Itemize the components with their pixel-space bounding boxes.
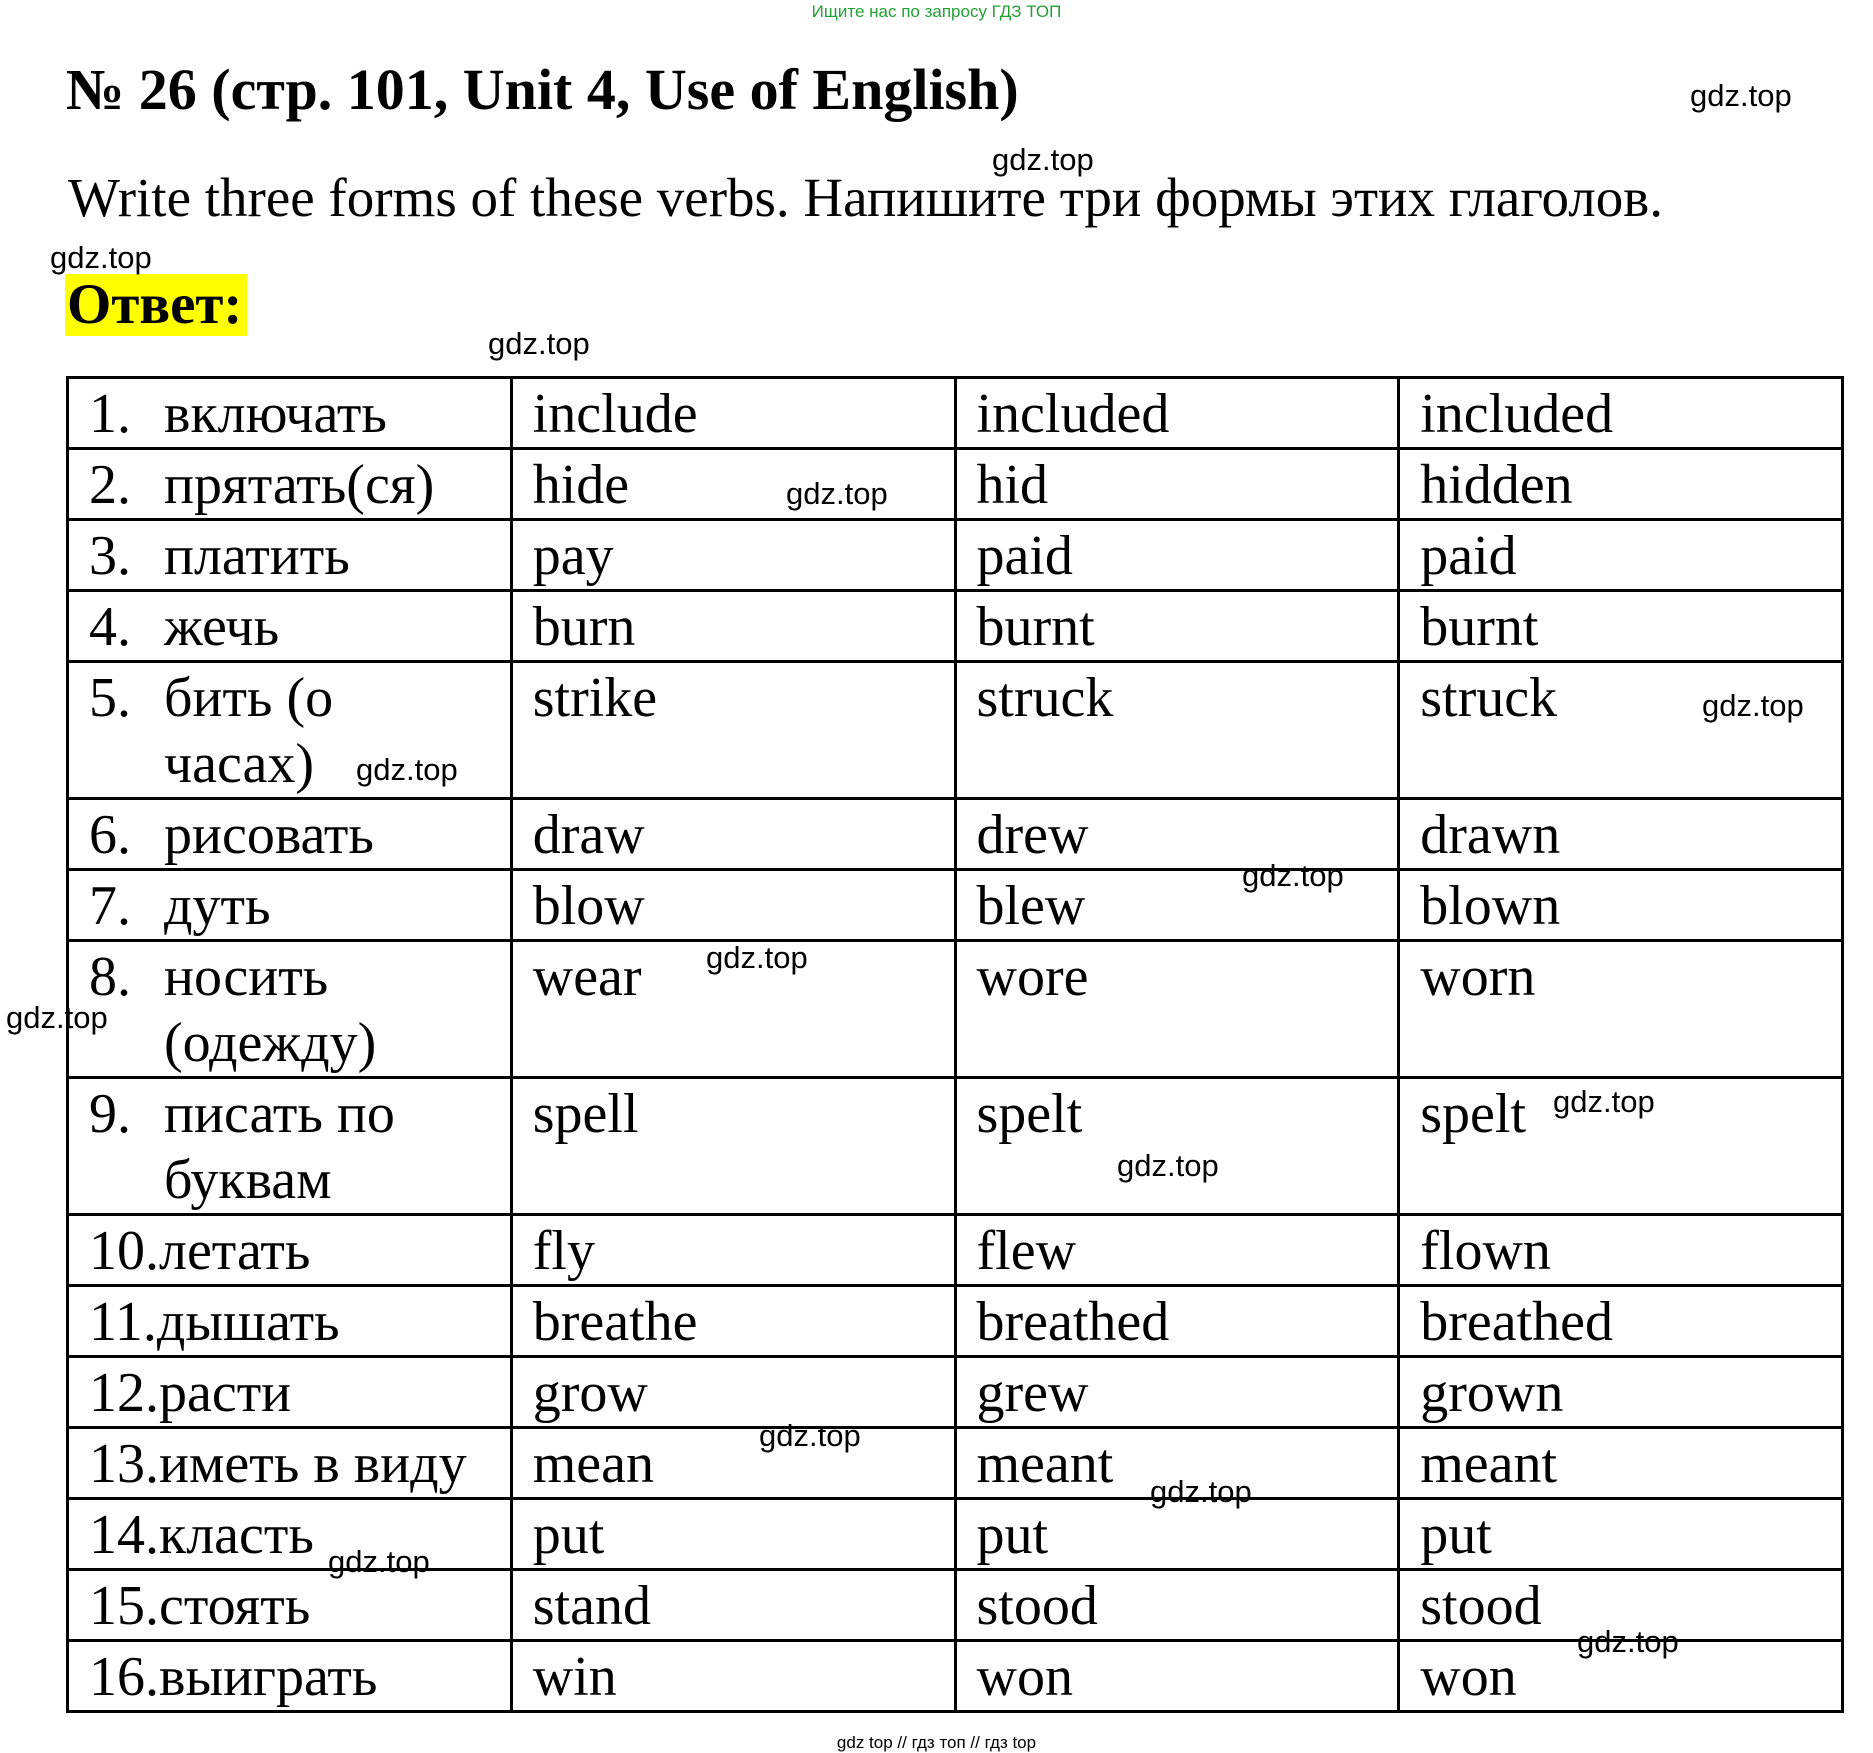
row-number: 10. <box>89 1220 159 1282</box>
verb-past-simple: flew <box>955 1215 1399 1286</box>
watermark: gdz.top <box>759 1418 861 1453</box>
verb-base-form: wear <box>511 941 955 1078</box>
verb-past-participle: stood <box>1399 1570 1843 1641</box>
verb-russian: прятать(ся) <box>164 454 435 516</box>
watermark: gdz.top <box>356 752 458 787</box>
row-number: 7. <box>89 875 131 937</box>
verb-past-participle: struck <box>1399 662 1843 799</box>
verb-past-participle: included <box>1399 378 1843 449</box>
verb-russian: бить (о часах) <box>164 667 334 795</box>
watermark: gdz.top <box>1150 1474 1252 1509</box>
verb-base-form: fly <box>511 1215 955 1286</box>
table-row <box>68 378 1843 449</box>
watermark: gdz.top <box>1702 688 1804 723</box>
verb-past-participle: won <box>1399 1641 1843 1712</box>
watermark: gdz.top <box>706 940 808 975</box>
verb-russian-cell <box>68 591 512 662</box>
table-row <box>68 941 1843 1078</box>
verb-past-simple: included <box>955 378 1399 449</box>
watermark: gdz.top <box>786 476 888 511</box>
verb-past-simple: breathed <box>955 1286 1399 1357</box>
verb-base-form: stand <box>511 1570 955 1641</box>
verb-russian: расти <box>159 1362 292 1424</box>
verb-russian: рисовать <box>164 804 374 866</box>
answer-label: Ответ: <box>65 274 247 336</box>
verb-russian: иметь в виду <box>159 1433 467 1495</box>
verb-base-form: spell <box>511 1078 955 1215</box>
watermark: gdz.top <box>488 326 590 361</box>
verb-base-form: win <box>511 1641 955 1712</box>
verb-base-form: mean <box>511 1428 955 1499</box>
verb-russian-cell <box>68 378 512 449</box>
watermark: gdz.top <box>1553 1084 1655 1119</box>
footer-watermark: gdz top // гдз топ // гдз top <box>836 1733 1037 1752</box>
table-row <box>68 449 1843 520</box>
task-instruction: Write three forms of these verbs. Напишите три формы этих глаголов. <box>68 167 1663 228</box>
row-number: 2. <box>89 454 131 516</box>
verb-base-form: draw <box>511 799 955 870</box>
verb-past-participle: meant <box>1399 1428 1843 1499</box>
watermark: gdz.top <box>1577 1624 1679 1659</box>
verb-russian-cell <box>68 1499 512 1570</box>
verb-russian: стоять <box>159 1575 311 1637</box>
verb-russian: дуть <box>164 875 271 937</box>
watermark: gdz.top <box>1690 78 1792 113</box>
row-number: 1. <box>89 383 131 445</box>
row-number: 13. <box>89 1433 159 1495</box>
row-number: 5. <box>89 667 131 729</box>
verb-past-simple: put <box>955 1499 1399 1570</box>
table-row <box>68 1286 1843 1357</box>
verb-russian: носить (одежду) <box>164 946 377 1074</box>
verb-russian: жечь <box>164 596 280 658</box>
verb-base-form: pay <box>511 520 955 591</box>
verb-past-simple: stood <box>955 1570 1399 1641</box>
verb-past-participle: hidden <box>1399 449 1843 520</box>
watermark: gdz.top <box>328 1544 430 1579</box>
table-row <box>68 591 1843 662</box>
verb-past-participle: grown <box>1399 1357 1843 1428</box>
verb-base-form: strike <box>511 662 955 799</box>
row-number: 11. <box>89 1291 157 1353</box>
verb-past-participle: paid <box>1399 520 1843 591</box>
verb-table-body <box>68 378 1843 1712</box>
verb-russian-cell <box>68 1428 512 1499</box>
verb-russian: класть <box>159 1504 314 1566</box>
table-row <box>68 1357 1843 1428</box>
verb-past-simple: wore <box>955 941 1399 1078</box>
row-number: 9. <box>89 1083 131 1145</box>
verb-russian: платить <box>164 525 350 587</box>
verb-past-participle: worn <box>1399 941 1843 1078</box>
watermark: gdz.top <box>50 240 152 275</box>
verb-forms-table <box>66 376 1844 1713</box>
verb-russian-cell <box>68 1641 512 1712</box>
verb-russian-cell <box>68 1215 512 1286</box>
verb-base-form: breathe <box>511 1286 955 1357</box>
verb-past-simple: spelt <box>955 1078 1399 1215</box>
search-hint: Ищите нас по запросу ГДЗ ТОП <box>811 2 1062 21</box>
row-number: 3. <box>89 525 131 587</box>
watermark: gdz.top <box>1117 1148 1219 1183</box>
row-number: 6. <box>89 804 131 866</box>
verb-past-participle: breathed <box>1399 1286 1843 1357</box>
verb-past-simple: won <box>955 1641 1399 1712</box>
verb-past-participle: flown <box>1399 1215 1843 1286</box>
table-row <box>68 1215 1843 1286</box>
verb-past-participle: burnt <box>1399 591 1843 662</box>
table-row <box>68 1428 1843 1499</box>
verb-russian: дышать <box>156 1291 340 1353</box>
row-number: 8. <box>89 946 131 1008</box>
verb-russian-cell <box>68 870 512 941</box>
verb-russian-cell <box>68 1570 512 1641</box>
verb-russian-cell <box>68 1357 512 1428</box>
verb-russian-cell <box>68 799 512 870</box>
verb-base-form: blow <box>511 870 955 941</box>
table-row <box>68 799 1843 870</box>
table-row <box>68 870 1843 941</box>
verb-base-form: grow <box>511 1357 955 1428</box>
verb-base-form: put <box>511 1499 955 1570</box>
verb-past-simple: grew <box>955 1357 1399 1428</box>
verb-past-simple: drew <box>955 799 1399 870</box>
verb-past-participle: put <box>1399 1499 1843 1570</box>
table-row <box>68 520 1843 591</box>
verb-past-simple: burnt <box>955 591 1399 662</box>
verb-russian-cell <box>68 520 512 591</box>
verb-past-simple: blew <box>955 870 1399 941</box>
verb-base-form: hide <box>511 449 955 520</box>
verb-past-simple: paid <box>955 520 1399 591</box>
watermark: gdz.top <box>1242 858 1344 893</box>
verb-past-simple: meant <box>955 1428 1399 1499</box>
verb-russian-cell <box>68 941 512 1078</box>
verb-base-form: burn <box>511 591 955 662</box>
verb-russian: летать <box>159 1220 311 1282</box>
verb-russian-cell <box>68 1286 512 1357</box>
verb-russian-cell <box>68 449 512 520</box>
verb-past-participle: drawn <box>1399 799 1843 870</box>
verb-base-form: include <box>511 378 955 449</box>
table-row <box>68 662 1843 799</box>
verb-russian: включать <box>164 383 387 445</box>
row-number: 4. <box>89 596 131 658</box>
verb-past-participle: spelt <box>1399 1078 1843 1215</box>
row-number: 12. <box>89 1362 159 1424</box>
watermark: gdz.top <box>6 1000 108 1035</box>
verb-past-simple: hid <box>955 449 1399 520</box>
verb-past-simple: struck <box>955 662 1399 799</box>
row-number: 16. <box>89 1646 159 1708</box>
row-number: 14. <box>89 1504 159 1566</box>
watermark: gdz.top <box>992 142 1094 177</box>
verb-past-participle: blown <box>1399 870 1843 941</box>
row-number: 15. <box>89 1575 159 1637</box>
verb-russian: выиграть <box>159 1646 378 1708</box>
verb-russian: писать по буквам <box>164 1083 395 1211</box>
verb-russian-cell <box>68 1078 512 1215</box>
page-title: № 26 (стр. 101, Unit 4, Use of English) <box>66 57 1019 122</box>
